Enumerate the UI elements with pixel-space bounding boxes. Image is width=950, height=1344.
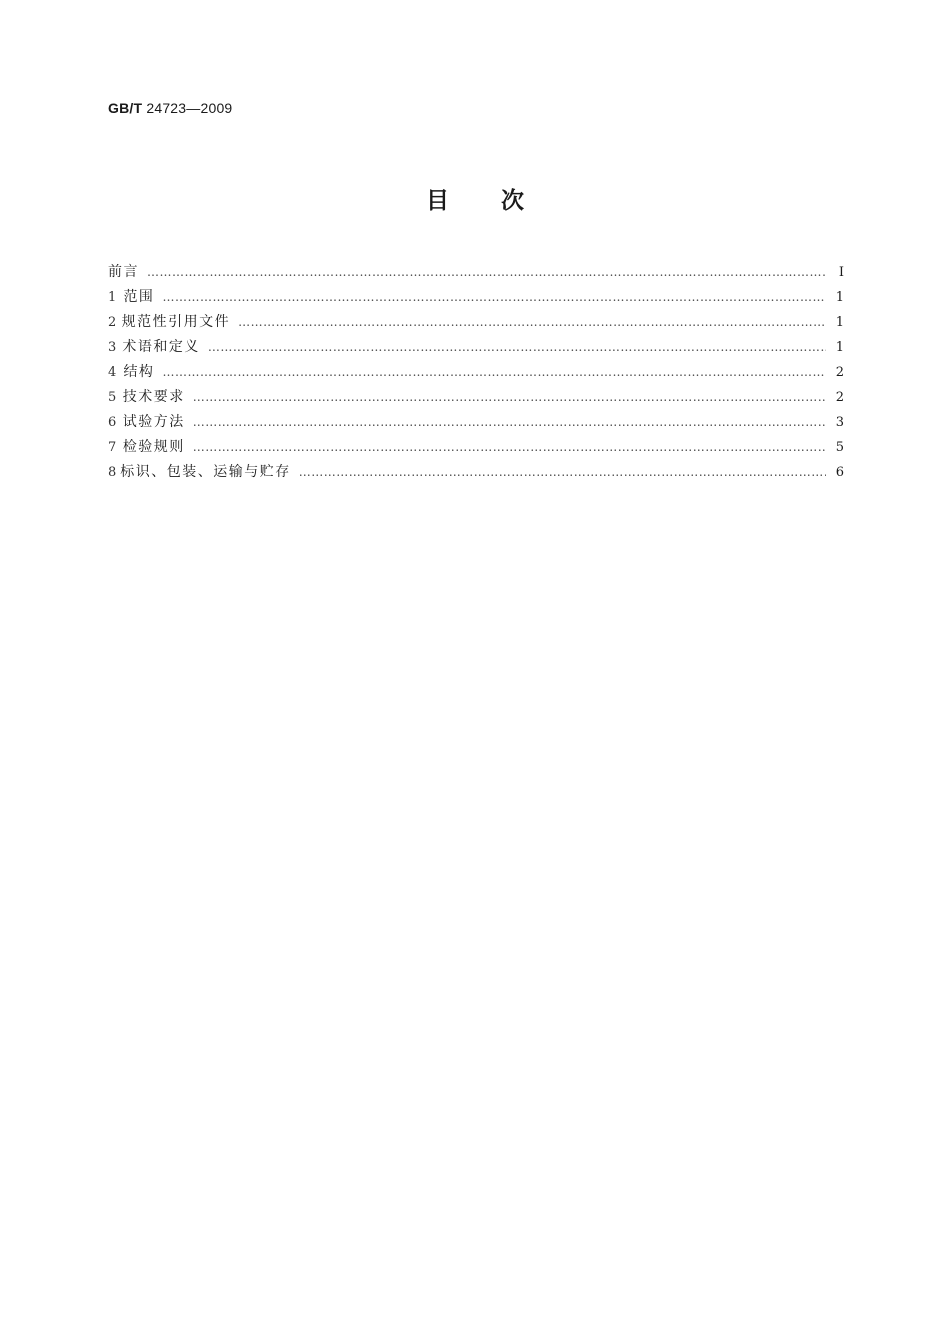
toc-entry-number: 5 [108,390,117,405]
standard-code [108,100,232,116]
toc-entry-label: 范围 [123,289,155,305]
toc-entry-terms-definitions[interactable] [108,335,844,360]
toc-entry-label: 标识、包装、运输与贮存 [120,464,291,480]
toc-entry-page: 5 [835,440,844,455]
toc-leader-dots [162,360,826,385]
toc-entry-page: 1 [835,340,844,355]
toc-entry-number: 1 [108,290,117,305]
toc-leader-dots [162,285,826,310]
toc-entry-scope[interactable] [108,285,844,310]
toc-entry-page: Ⅰ [838,265,844,280]
toc-entry-page: 1 [835,290,844,305]
toc-entry-number: 2 [108,315,117,330]
toc-leader-dots [193,435,826,460]
toc-leader-dots [193,385,826,410]
toc-entry-technical-requirements[interactable] [108,385,844,410]
toc-leader-dots [147,260,826,285]
toc-entry-page: 3 [835,415,844,430]
toc-title [0,182,950,215]
toc-leader-dots [238,310,826,335]
toc-title-char-2: 次 [501,188,524,214]
toc-entry-normative-references[interactable] [108,310,844,335]
toc-entry-number: 4 [108,365,117,380]
toc-entry-label: 前言 [108,264,139,280]
standard-code-number: 24723—2009 [146,100,233,116]
toc-entry-number: 8 [108,465,117,480]
toc-leader-dots [299,460,826,485]
toc-entry-marking-packaging[interactable] [108,460,844,485]
toc-leader-dots [208,335,826,360]
toc-entry-label: 技术要求 [122,389,185,405]
table-of-contents [108,260,844,485]
toc-entry-label: 检验规则 [122,439,185,455]
toc-entry-page: 2 [835,365,844,380]
toc-entry-label: 规范性引用文件 [121,314,231,330]
toc-entry-preface[interactable] [108,260,844,285]
toc-entry-number: 3 [108,340,117,355]
toc-entry-inspection-rules[interactable] [108,435,844,460]
toc-title-char-1: 目 [426,188,449,214]
standard-code-prefix: GB/T [108,100,143,116]
toc-entry-label: 试验方法 [122,414,185,430]
toc-leader-dots [193,410,826,435]
toc-entry-page: 1 [835,315,844,330]
toc-entry-page: 6 [835,465,844,480]
toc-entry-label: 结构 [123,364,155,380]
toc-entry-page: 2 [835,390,844,405]
toc-entry-structure[interactable] [108,360,844,385]
toc-entry-test-methods[interactable] [108,410,844,435]
toc-entry-number: 7 [108,440,117,455]
toc-entry-number: 6 [108,415,117,430]
toc-entry-label: 术语和定义 [122,339,200,355]
